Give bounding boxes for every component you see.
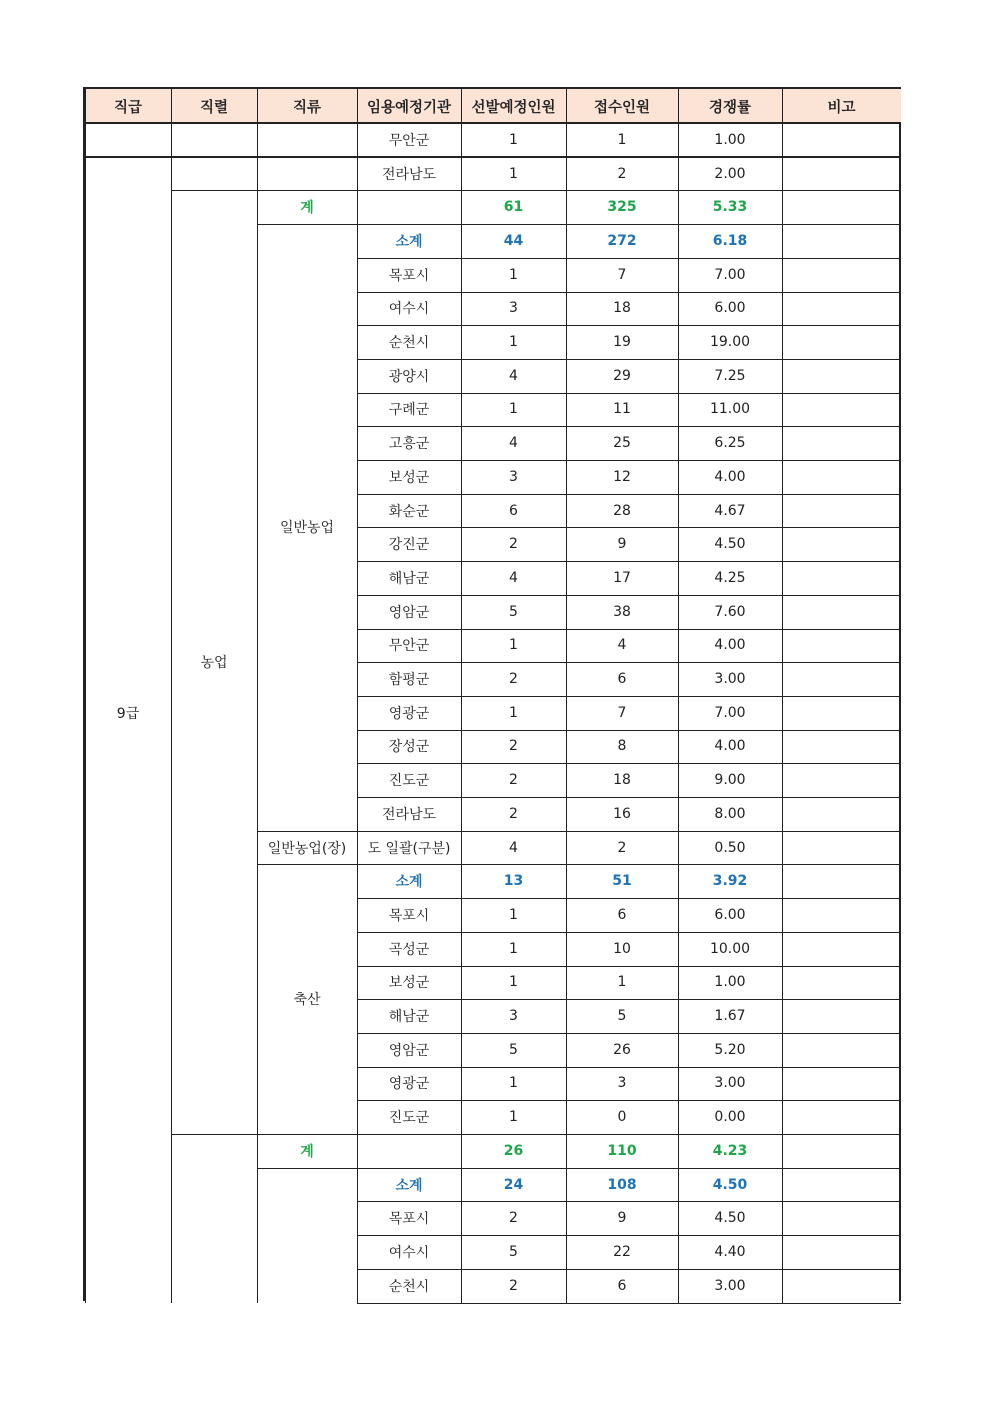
row-divider (357, 763, 901, 764)
org-cell: 해남군 (388, 1009, 430, 1026)
row-divider (357, 157, 901, 158)
planned-count: 1 (509, 704, 518, 721)
column-divider (782, 89, 783, 123)
remarks-cell (782, 527, 901, 561)
remarks-cell (782, 1235, 901, 1269)
header-divider (85, 122, 901, 124)
subtotal-label: 소계 (395, 233, 423, 250)
subtotal-label: 소계 (395, 874, 423, 891)
org-cell: 화순군 (388, 503, 430, 520)
row-divider (357, 1303, 901, 1304)
planned-count: 3 (509, 468, 518, 485)
remarks-cell (782, 123, 901, 157)
competition-ratio: 4.25 (714, 569, 746, 586)
remarks-cell (782, 662, 901, 696)
column-divider (461, 123, 462, 1303)
applied-count: 110 (607, 1142, 637, 1159)
planned-count: 61 (503, 199, 524, 216)
row-divider (257, 1168, 901, 1169)
applied-count: 108 (607, 1176, 637, 1193)
row-divider (357, 426, 901, 427)
remarks-cell (782, 494, 901, 528)
row-divider (357, 325, 901, 326)
row-divider (357, 258, 901, 259)
remarks-cell (782, 224, 901, 258)
competition-ratio: 7.25 (714, 367, 746, 384)
row-divider (357, 292, 901, 293)
column-divider (171, 123, 172, 1303)
row-divider (357, 932, 901, 933)
competition-ratio: 6.00 (714, 906, 746, 923)
org-cell: 보성군 (388, 975, 430, 992)
remarks-cell (782, 190, 901, 224)
applied-count: 1 (617, 131, 627, 148)
planned-count: 44 (503, 232, 524, 249)
applied-count: 9 (617, 1210, 627, 1227)
planned-count: 3 (509, 1008, 518, 1025)
row-divider (357, 527, 901, 528)
org-cell: 전라남도 (381, 166, 437, 183)
org-cell: 곡성군 (388, 941, 430, 958)
planned-count: 1 (509, 266, 518, 283)
row-divider (357, 1235, 901, 1236)
applied-count: 26 (613, 1041, 631, 1058)
competition-ratio: 11.00 (709, 401, 751, 418)
remarks-cell (782, 932, 901, 966)
row-divider (171, 1134, 901, 1135)
applied-count: 272 (607, 232, 637, 249)
row-divider (357, 629, 901, 630)
planned-count: 1 (509, 334, 518, 351)
applied-count: 19 (613, 334, 631, 351)
planned-count: 1 (509, 1109, 518, 1126)
column-divider (678, 123, 679, 1303)
row-divider (257, 864, 901, 865)
applied-count: 51 (612, 873, 632, 890)
column-divider (357, 89, 358, 123)
competition-ratio: 4.67 (714, 502, 746, 519)
row-divider (357, 359, 901, 360)
competition-ratio: 1.00 (714, 131, 746, 148)
applied-count: 5 (617, 1008, 627, 1025)
planned-count: 1 (509, 906, 518, 923)
org-cell: 영암군 (388, 1042, 430, 1059)
applied-count: 18 (613, 300, 631, 317)
planned-count: 5 (509, 1041, 518, 1058)
planned-count: 4 (509, 839, 518, 856)
grade-cell: 9급 (116, 705, 140, 722)
column-divider (257, 89, 258, 123)
competition-ratio: 4.00 (714, 738, 746, 755)
planned-count: 26 (503, 1142, 524, 1159)
org-cell: 순천시 (388, 335, 430, 352)
remarks-cell (782, 1100, 901, 1134)
column-header: 직급 (85, 89, 171, 123)
applied-count: 0 (617, 1109, 627, 1126)
competition-ratio: 4.00 (714, 468, 746, 485)
remarks-cell (782, 864, 901, 898)
applied-count: 2 (617, 839, 627, 856)
remarks-cell (782, 325, 901, 359)
planned-count: 2 (509, 671, 518, 688)
org-cell: 함평군 (388, 672, 430, 689)
competition-ratio: 7.00 (714, 266, 746, 283)
competition-ratio: 2.00 (714, 165, 746, 182)
column-header: 비고 (782, 89, 901, 123)
planned-count: 1 (509, 401, 518, 418)
org-cell: 무안군 (388, 638, 430, 655)
applied-count: 29 (613, 367, 631, 384)
applied-count: 18 (613, 772, 631, 789)
applied-count: 6 (617, 1277, 627, 1294)
applied-count: 6 (617, 906, 627, 923)
competition-ratio: 7.00 (714, 704, 746, 721)
org-cell: 영광군 (388, 1076, 430, 1093)
row-divider (357, 999, 901, 1000)
org-cell: 전라남도 (381, 806, 437, 823)
column-divider (357, 123, 358, 1303)
applied-count: 12 (613, 468, 631, 485)
planned-count: 2 (509, 1277, 518, 1294)
org-cell: 해남군 (388, 570, 430, 587)
planned-count: 3 (509, 300, 518, 317)
remarks-cell (782, 1067, 901, 1101)
planned-count: 2 (509, 805, 518, 822)
competition-ratio: 4.23 (712, 1142, 748, 1159)
applied-count: 38 (613, 603, 631, 620)
planned-count: 4 (509, 569, 518, 586)
row-divider (357, 1100, 901, 1101)
competition-ratio: 6.25 (714, 435, 746, 452)
applied-count: 25 (613, 435, 631, 452)
column-divider (678, 89, 679, 123)
remarks-cell (782, 359, 901, 393)
competition-ratio: 6.18 (712, 232, 748, 249)
column-divider (257, 123, 258, 1303)
column-divider (782, 123, 783, 1303)
org-cell: 광양시 (388, 368, 430, 385)
org-cell: 목포시 (388, 267, 430, 284)
org-cell: 강진군 (388, 537, 430, 554)
applied-count: 22 (613, 1243, 631, 1260)
column-divider (461, 89, 462, 123)
applied-count: 4 (617, 637, 627, 654)
org-cell: 도 일괄(구분) (367, 840, 451, 857)
row-divider (357, 460, 901, 461)
planned-count: 1 (509, 940, 518, 957)
column-header: 선발예정인원 (461, 89, 566, 123)
competition-ratio: 4.50 (714, 1210, 746, 1227)
row-divider (357, 730, 901, 731)
org-cell: 목포시 (388, 907, 430, 924)
competition-ratio: 10.00 (709, 940, 751, 957)
column-header: 임용예정기관 (357, 89, 461, 123)
remarks-cell (782, 797, 901, 831)
org-cell: 장성군 (388, 739, 430, 756)
competition-ratio: 4.00 (714, 637, 746, 654)
remarks-cell (782, 1168, 901, 1202)
remarks-cell (782, 629, 901, 663)
planned-count: 2 (509, 1210, 518, 1227)
remarks-cell (782, 966, 901, 1000)
competition-ratio: 1.00 (714, 974, 746, 991)
planned-count: 1 (509, 165, 518, 182)
recruitment-table (83, 87, 901, 1301)
column-header: 직류 (257, 89, 357, 123)
remarks-cell (782, 898, 901, 932)
planned-count: 4 (509, 435, 518, 452)
applied-count: 6 (617, 671, 627, 688)
competition-ratio: 3.00 (714, 1277, 746, 1294)
planned-count: 24 (503, 1176, 524, 1193)
competition-ratio: 5.20 (714, 1041, 746, 1058)
series-agriculture: 농업 (200, 655, 228, 672)
column-header: 직렬 (171, 89, 257, 123)
subseries-livestock: 축산 (293, 992, 321, 1009)
column-header: 접수인원 (566, 89, 678, 123)
planned-count: 1 (509, 974, 518, 991)
remarks-cell (782, 460, 901, 494)
row-divider (357, 561, 901, 562)
row-divider (257, 224, 901, 225)
column-divider (566, 123, 567, 1303)
remarks-cell (782, 1201, 901, 1235)
planned-count: 1 (509, 131, 518, 148)
row-divider (357, 696, 901, 697)
competition-ratio: 9.00 (714, 772, 746, 789)
competition-ratio: 3.00 (714, 1075, 746, 1092)
planned-count: 5 (509, 1243, 518, 1260)
remarks-cell (782, 157, 901, 191)
subtotal-label: 소계 (395, 1177, 423, 1194)
row-divider (357, 898, 901, 899)
total-label: 계 (300, 200, 314, 217)
row-divider (357, 494, 901, 495)
competition-ratio: 5.33 (712, 199, 748, 216)
org-cell: 진도군 (388, 773, 430, 790)
org-cell: 순천시 (388, 1278, 430, 1295)
remarks-cell (782, 763, 901, 797)
empty-cell (357, 190, 461, 224)
applied-count: 325 (607, 199, 637, 216)
org-cell: 영광군 (388, 705, 430, 722)
remarks-cell (782, 999, 901, 1033)
competition-ratio: 4.50 (712, 1176, 748, 1193)
row-divider (357, 966, 901, 967)
remarks-cell (782, 292, 901, 326)
remarks-cell (782, 831, 901, 865)
planned-count: 13 (503, 873, 524, 890)
org-cell: 목포시 (388, 1211, 430, 1228)
row-divider (357, 797, 901, 798)
applied-count: 17 (613, 569, 631, 586)
planned-count: 5 (509, 603, 518, 620)
competition-ratio: 3.00 (714, 671, 746, 688)
org-cell: 보성군 (388, 469, 430, 486)
remarks-cell (782, 595, 901, 629)
org-cell: 무안군 (388, 132, 430, 149)
row-divider (357, 1269, 901, 1270)
applied-count: 9 (617, 536, 627, 553)
planned-count: 1 (509, 637, 518, 654)
applied-count: 7 (617, 266, 627, 283)
applied-count: 2 (617, 165, 627, 182)
row-divider (257, 831, 901, 832)
competition-ratio: 0.50 (714, 839, 746, 856)
column-divider (566, 89, 567, 123)
competition-ratio: 8.00 (714, 805, 746, 822)
subseries-general-agriculture: 일반농업 (279, 520, 335, 537)
applied-count: 16 (613, 805, 631, 822)
applied-count: 10 (613, 940, 631, 957)
planned-count: 2 (509, 772, 518, 789)
remarks-cell (782, 426, 901, 460)
row-divider (357, 1033, 901, 1034)
row-divider (357, 1067, 901, 1068)
remarks-cell (782, 730, 901, 764)
planned-count: 2 (509, 536, 518, 553)
applied-count: 7 (617, 704, 627, 721)
row-divider (357, 595, 901, 596)
remarks-cell (782, 696, 901, 730)
planned-count: 6 (509, 502, 518, 519)
row-divider (357, 1201, 901, 1202)
column-header: 경쟁률 (678, 89, 782, 123)
remarks-cell (782, 1033, 901, 1067)
org-cell: 여수시 (388, 1244, 430, 1261)
applied-count: 11 (613, 401, 631, 418)
competition-ratio: 1.67 (714, 1008, 746, 1025)
competition-ratio: 6.00 (714, 300, 746, 317)
remarks-cell (782, 561, 901, 595)
applied-count: 1 (617, 974, 627, 991)
competition-ratio: 0.00 (714, 1109, 746, 1126)
competition-ratio: 19.00 (709, 334, 751, 351)
row-divider (357, 662, 901, 663)
competition-ratio: 3.92 (712, 873, 748, 890)
org-cell: 진도군 (388, 1110, 430, 1127)
org-cell: 영암군 (388, 604, 430, 621)
applied-count: 3 (617, 1075, 627, 1092)
competition-ratio: 4.40 (714, 1243, 746, 1260)
remarks-cell (782, 258, 901, 292)
applied-count: 28 (613, 502, 631, 519)
row-divider (357, 393, 901, 394)
row-divider (171, 190, 901, 191)
org-cell: 여수시 (388, 301, 430, 318)
total-label: 계 (300, 1143, 314, 1160)
org-cell: 고흥군 (388, 436, 430, 453)
remarks-cell (782, 1269, 901, 1303)
column-divider (171, 89, 172, 123)
planned-count: 1 (509, 1075, 518, 1092)
planned-count: 4 (509, 367, 518, 384)
competition-ratio: 4.50 (714, 536, 746, 553)
planned-count: 2 (509, 738, 518, 755)
competition-ratio: 7.60 (714, 603, 746, 620)
empty-cell (357, 1134, 461, 1168)
subseries-general-agriculture-disabled: 일반농업(장) (267, 840, 347, 857)
remarks-cell (782, 1134, 901, 1168)
remarks-cell (782, 393, 901, 427)
org-cell: 구례군 (388, 402, 430, 419)
applied-count: 8 (617, 738, 627, 755)
